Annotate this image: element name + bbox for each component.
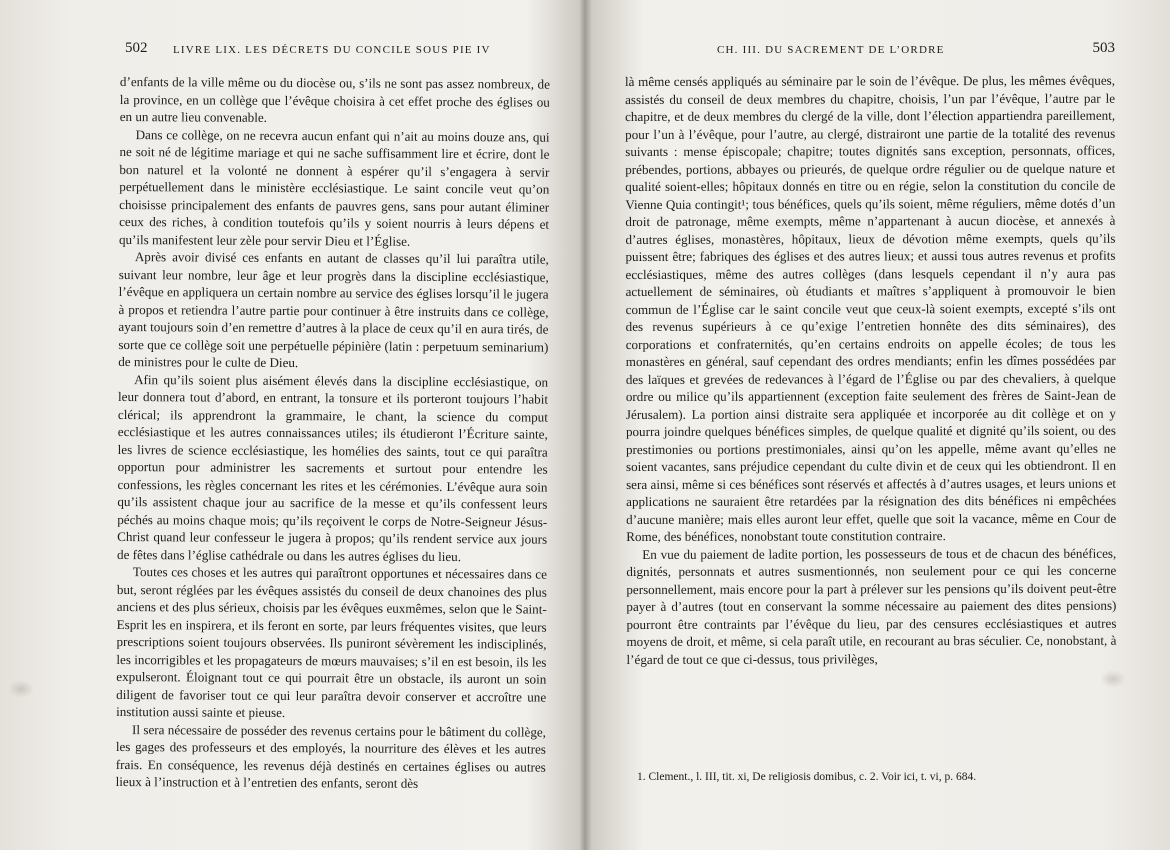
left-paragraph: Dans ce collège, on ne recevra aucun enfant qui n’ait au moins douze ans, qui ne soit né de légitime mariage et qui ne sache suffisamment lire et écrire, dont le bon naturel et la volonté ne donnent à espérer qu’il s’engagera à servir perpétuellement dans le ministère ecclésiastique. Le saint concile veut qu’on choisisse principalement des enfants de pauvres gens, sans pour autant éliminer ceux des riches, à condition toutefois qu’ils y soient nourris à leurs dépens et qu’ils manifestent leur zèle pour servir Dieu et l’Église. xyxy=(118,126,550,249)
right-page-number: 503 xyxy=(1092,40,1115,56)
left-paragraph: Afin qu’ils soient plus aisément élevés dans la discipline ecclésiastique, on leur donnera tout d’abord, en entrant, la tonsure et ils porteront toujours l’habit clérical; ils apprendront la grammaire, le chant, la science du comput ecclésiastique et les autres connaissances utiles; ils étudieront l’Écriture sainte, les livres de science ecclésiastique, les homélies des saints, tout ce qui paraîtra opportun pour administrer les sacrements et surtout pour entendre les confessions, les règles concernant les rites et les cérémonies. L’évêque aura soin qu’ils assistent chaque jour au sacrifice de la messe et qu’ils confessent leurs péchés au moins chaque mois; qu’ils reçoivent le corps de Notre-Seigneur Jésus-Christ quand leur confesseur le jugera à propos; qu’ils rendent service aux jours de fêtes dans l’église cathédrale ou dans les autres églises du lieu. xyxy=(117,371,549,564)
right-paragraph: là même censés appliqués au séminaire par le soin de l’évêque. De plus, les mêmes évêques, assistés du conseil de deux membres du chapitre, choisis, l’un par l’évêque, l’autre par le chapitre, et de deux membres du clergé de la ville, dont l’élection appartiendra pareillement, pour l’un à l’évêque, pour l’autre, au clergé, distrairont une partie de la totalité des revenus suivants : mense épiscopale; chapitre; toutes dignités sans exception, personnats, offices, prébendes, portions, abbayes ou prieurés, de quelque ordre régulier ou de quelque nature et qualité soient-elles; hôpitaux donnés en titre ou en régie, selon la constitution du concile de Vienne Quia contingit¹; tous bénéfices, quels qu’ils soient, même réguliers, même dotés d’un droit de patronage, même exempts, même n’appartenant à aucun diocèse, et annexés à d’autres églises, monastères, hôpitaux, lieux de dévotion même exempts, quels qu’ils puissent être; fabriques des églises et des autres lieux; et aussi tous autres revenus et profits ecclésiastiques, même des autres collèges (dans lesquels cependant il n’y aura pas actuellement de séminaires, où étudiants et maîtres s’appliquent à promouvoir le bien commun de l’Église car le saint concile veut que ceux-là soient exempts, excepté s’ils ont des revenus supérieurs à ce qu’exige l’entretien honnête des dits séminaires), des corporations et confraternités, qu’en certains endroits on appelle écoles; de tous les monastères en général, sauf cependant des ordres mendiants; enfin les dîmes possédées par des laïques et grevées de redevances à l’égard de l’Église ou par des chevaliers, à quelque ordre ou milice qu’ils appartiennent (exception faite seulement des frères de Saint-Jean de Jérusalem). La portion ainsi distraite sera appliquée et incorporée au dit collège et on y pourra joindre quelques bénéfices simples, de quelque qualité et dignité qu’ils soient, ou des prestimonies ou portions prestimoniales, ainsi qu’on les appelle, même avant qu’elles ne soient vacantes, sans préjudice cependant du culte divin et de ceux qui les obtiendront. Il en sera ainsi, même si ces bénéfices sont réservés et affectés à d’autres usages, et leurs unions et applications ne sauraient être retardées par la résignation des dits bénéfices ni empêchées d’aucune manière; mais elles auront leur effet, quelle que soit la vacance, même en Cour de Rome, des bénéfices, nonobstant toute constitution contraire. xyxy=(625,72,1117,544)
right-running-title: CH. III. DU SACREMENT DE L’ORDRE xyxy=(717,44,945,56)
footnote: 1. Clement., l. III, tit. xi, De religiosis domibus, c. 2. Voir ici, t. vi, p. 684. xyxy=(637,771,977,783)
right-page xyxy=(585,0,1170,850)
left-running-head xyxy=(125,40,555,64)
right-paragraph: En vue du paiement de ladite portion, les possesseurs de tous et de chacun des bénéfices, dignités, personnats et autres susmentionnés, non seulement pour ce qui les concerne personnellement, mais encore pour la part à prélever sur les pensions qu’ils doivent peut-être payer à d’autres (tout en conservant la somme nécessaire au paiement des dites pensions) pourront être contraints par l’évêque du lieu, par des censures ecclésiastiques et autres moyens de droit, et même, si cela paraît utile, en recourant au bras séculier. Ce, nonobstant, à l’égard de tout ce que ci-dessus, tous privilèges, xyxy=(626,545,1117,667)
left-paragraph: Toutes ces choses et les autres qui paraîtront opportunes et nécessaires dans ce but, seront réglées par les évêques assistés du conseil de deux chanoines des plus anciens et des plus sérieux, choisis par les évêques euxmêmes, selon que le Saint-Esprit les en inspirera, et ils feront en sorte, par leurs fréquentes visites, que leurs prescriptions soient toujours observées. Ils puniront sévèrement les indisciplinés, les incorrigibles et les propagateurs de mœurs mauvaises; s’il en est besoin, ils les expulseront. Éloignant tout ce qui pourrait être un obstacle, ils auront un soin diligent de favoriser tout ce qui leur paraîtra devoir conserver et accroître une institution aussi sainte et pieuse. xyxy=(116,564,547,721)
page-smudge xyxy=(8,680,34,698)
left-paragraph: d’enfants de la ville même ou du diocèse ou, s’ils ne sont pas assez nombreux, de la province, en un collège que l’évêque choisira à cet effet proche des églises ou en un autre lieu convenable. xyxy=(119,73,550,125)
left-page-number: 502 xyxy=(125,40,148,56)
left-body-text xyxy=(116,73,550,793)
left-paragraph: Il sera nécessaire de posséder des revenus certains pour le bâtiment du collège, les gages des professeurs et des employés, la nourriture des élèves et les autres frais. En conséquence, les revenus déjà destinés en certaines églises ou autres lieux à l’instruction et à l’entretien des enfants, seront dès xyxy=(115,721,547,791)
left-running-title: LIVRE LIX. LES DÉCRETS DU CONCILE SOUS PIE IV xyxy=(173,44,491,56)
left-paragraph: Après avoir divisé ces enfants en autant de classes qu’il lui paraîtra utile, suivant leur nombre, leur âge et leur progrès dans la discipline ecclésiastique, l’évêque en appliquera un certain nombre au service des églises lorsqu’il le jugera à propos et retiendra l’autre partie pour continuer à être instruits dans ce collège, ayant toujours soin d’en remettre d’autres à la place de ceux qu’il en aura tirés, de sorte que ce collège soit une perpétuelle pépinière (latin : perpetuum seminarium) de ministres pour le culte de Dieu. xyxy=(118,249,549,371)
right-body-text xyxy=(625,72,1117,668)
page-smudge xyxy=(1100,670,1126,688)
right-running-head xyxy=(625,40,1115,64)
